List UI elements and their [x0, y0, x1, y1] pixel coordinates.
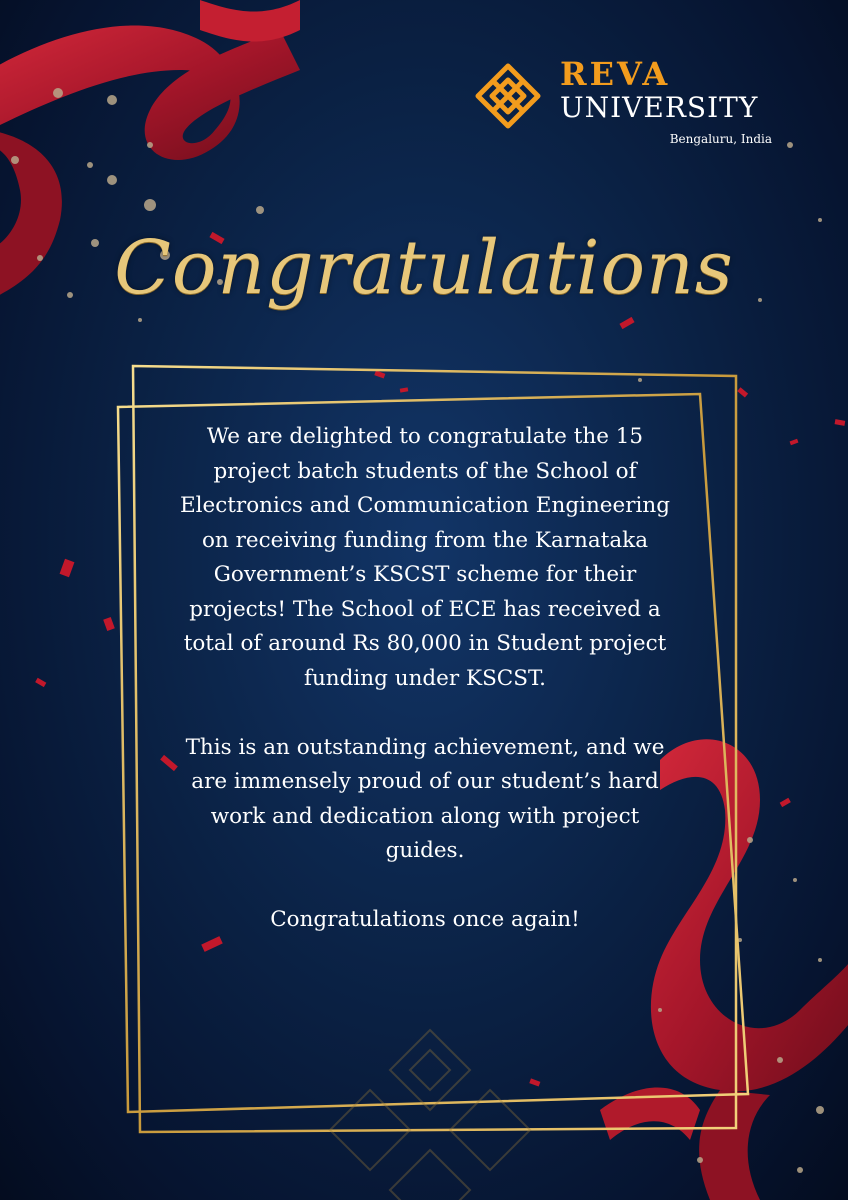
message-body — [170, 420, 680, 938]
knot-watermark — [330, 1030, 530, 1200]
message-paragraph-2: This is an outstanding achievement, and we are immensely proud of our student’s hard work and dedication along with project guides. — [185, 734, 665, 863]
endless-knot-logo-icon — [474, 62, 542, 130]
message-paragraph-1: We are delighted to congratulate the 15 project batch students of the School of Electronics and Communication Engineering on receiving funding from the Karnataka Government’s KSCST scheme for their projects! The School of ECE has received a total of around Rs 80,000 in Student project funding under KSCST. — [179, 424, 671, 691]
message-paragraph-3: Congratulations once again! — [270, 907, 580, 932]
logo-location: Bengaluru, India — [669, 132, 772, 146]
logo-name-line2: UNIVERSITY — [560, 91, 759, 124]
logo-name-line1: REVA — [560, 55, 671, 93]
page-title: Congratulations — [114, 225, 734, 311]
reva-university-logo — [474, 56, 784, 156]
